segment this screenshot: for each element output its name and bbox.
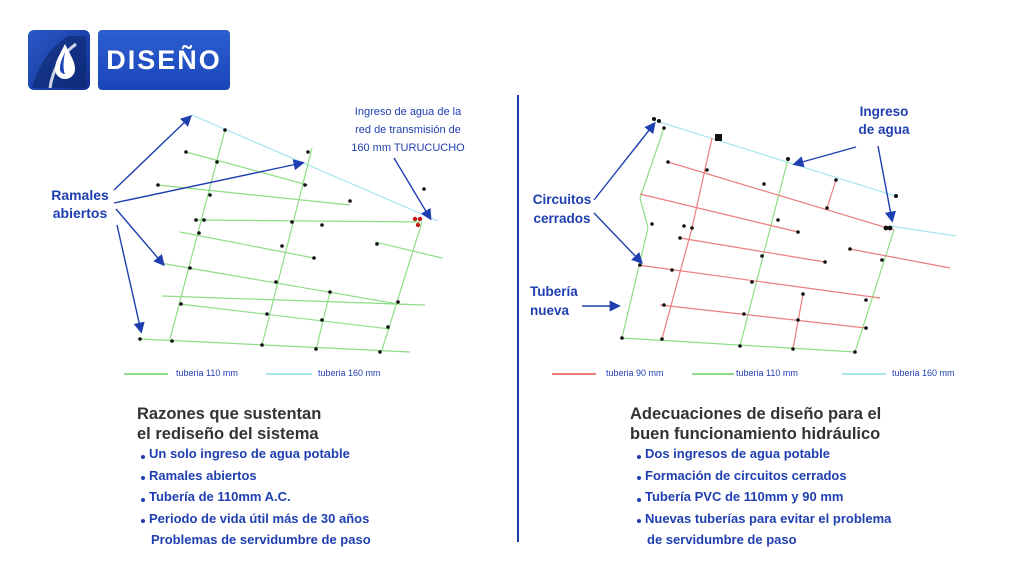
left-heading: Razones que sustentan el rediseño del sistema [137, 405, 322, 443]
list-item: Tubería de 110mm A.C. [141, 486, 371, 508]
list-item: Dos ingresos de agua potable [637, 443, 891, 465]
list-item: de servidumbre de paso [647, 532, 797, 547]
list-item: Tubería PVC de 110mm y 90 mm [637, 486, 891, 508]
bullet-icon [141, 498, 145, 502]
bullet-icon [637, 476, 641, 480]
legend-right-110: tuberia 110 mm [736, 368, 798, 378]
list-item: Periodo de vida útil más de 30 años [141, 508, 371, 530]
bullet-icon [637, 519, 641, 523]
legend-left-110: tuberia 110 mm [176, 368, 238, 378]
ramales-abiertos-label: Ramales abiertos [51, 187, 109, 221]
circuitos-cerrados-label: Circuitos cerrados [532, 192, 592, 226]
bullet-icon [141, 519, 145, 523]
legend-right-90: tuberia 90 mm [606, 368, 664, 378]
right-bullet-list [637, 443, 891, 551]
list-item: Problemas de servidumbre de paso [151, 532, 371, 547]
bullet-icon [141, 476, 145, 480]
bullet-icon [637, 498, 641, 502]
list-item: Un solo ingreso de agua potable [141, 443, 371, 465]
bullet-icon [637, 455, 641, 459]
right-heading: Adecuaciones de diseño para el buen funcionamiento hidráulico [630, 405, 882, 443]
left-bullet-list [141, 443, 371, 551]
ingreso-turucucho-label: Ingreso de agua de la red de transmisión de 160 mm TURUCUCHO [351, 106, 465, 154]
bullet-icon [141, 455, 145, 459]
legend-left-160: tuberia 160 mm [318, 368, 381, 378]
page-title: DISEÑO [98, 30, 230, 90]
list-item: Nuevas tuberías para evitar el problema [637, 508, 891, 530]
right-network-map [620, 117, 956, 354]
tuberia-nueva-label: Tubería nueva [530, 284, 578, 318]
list-item: Ramales abiertos [141, 465, 371, 487]
section-divider [517, 95, 519, 542]
ingreso-agua-label: Ingreso de agua [858, 104, 910, 137]
legend-right-160: tuberia 160 mm [892, 368, 955, 378]
list-item: Formación de circuitos cerrados [637, 465, 891, 487]
